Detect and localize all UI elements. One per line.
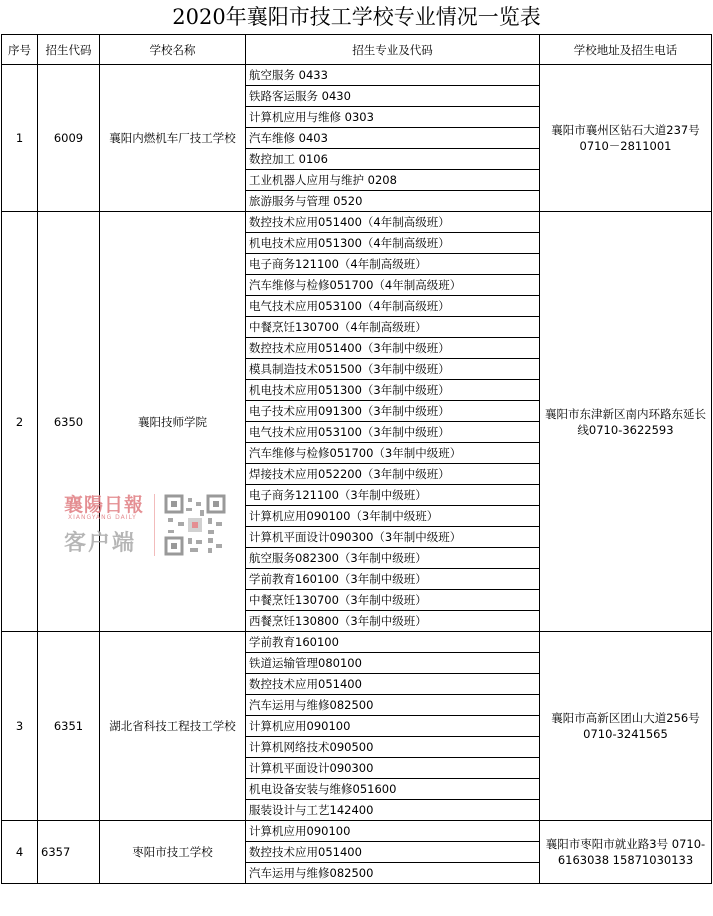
school-no: 4 <box>2 821 38 884</box>
header-code: 招生代码 <box>38 35 100 65</box>
major-cell: 计算机网络技术090500 <box>246 737 540 758</box>
school-name: 枣阳市技工学校 <box>100 821 246 884</box>
major-cell: 汽车维修与检修051700（3年制中级班） <box>246 443 540 464</box>
major-cell: 数控技术应用051400 <box>246 674 540 695</box>
school-code: 6009 <box>38 65 100 212</box>
major-cell: 计算机应用与维修 0303 <box>246 107 540 128</box>
school-address: 襄阳市枣阳市就业路3号 0710-6163038 15871030133 <box>540 821 712 884</box>
major-cell: 铁道运输管理080100 <box>246 653 540 674</box>
major-cell: 学前教育160100（3年制中级班） <box>246 569 540 590</box>
school-name: 襄阳内燃机车厂技工学校 <box>100 65 246 212</box>
school-code: 6351 <box>38 632 100 821</box>
major-cell: 中餐烹饪130700（3年制中级班） <box>246 590 540 611</box>
major-cell: 电气技术应用053100（3年制中级班） <box>246 422 540 443</box>
newspaper-logo-sub: XIANGYANG DAILY <box>68 514 137 521</box>
major-cell: 机电技术应用051300（3年制中级班） <box>246 380 540 401</box>
major-cell: 模具制造技术051500（3年制中级班） <box>246 359 540 380</box>
major-cell: 汽车运用与维修082500 <box>246 695 540 716</box>
major-cell: 汽车维修 0403 <box>246 128 540 149</box>
watermark-divider <box>154 494 155 556</box>
major-cell: 计算机平面设计090300（3年制中级班） <box>246 527 540 548</box>
school-table <box>1 34 712 884</box>
major-cell: 电子技术应用091300（3年制中级班） <box>246 401 540 422</box>
major-cell: 数控加工 0106 <box>246 149 540 170</box>
major-cell: 机电设备安装与维修051600 <box>246 779 540 800</box>
major-cell: 计算机平面设计090300 <box>246 758 540 779</box>
major-cell: 机电技术应用051300（4年制高级班） <box>246 233 540 254</box>
table-row <box>2 65 712 86</box>
school-address: 襄阳市襄州区钻石大道237号 0710－2811001 <box>540 65 712 212</box>
watermark <box>62 490 234 562</box>
newspaper-logo: 襄陽日報 <box>64 494 145 516</box>
major-cell: 汽车维修与检修051700（4年制高级班） <box>246 275 540 296</box>
major-cell: 铁路客运服务 0430 <box>246 86 540 107</box>
major-cell: 数控技术应用051400 <box>246 842 540 863</box>
major-cell: 电气技术应用053100（4年制高级班） <box>246 296 540 317</box>
school-code: 6350 <box>38 212 100 632</box>
header-row <box>2 35 712 65</box>
client-label: 客户端 <box>64 531 137 556</box>
table-row <box>2 212 712 233</box>
major-cell: 计算机应用090100 <box>246 821 540 842</box>
major-cell: 电子商务121100（3年制中级班） <box>246 485 540 506</box>
major-cell: 计算机应用090100（3年制中级班） <box>246 506 540 527</box>
table-row <box>2 821 712 842</box>
school-address: 襄阳市高新区团山大道256号 0710-3241565 <box>540 632 712 821</box>
major-cell: 西餐烹饪130800（3年制中级班） <box>246 611 540 632</box>
school-code: 6357 <box>38 821 100 884</box>
major-cell: 工业机器人应用与维护 0208 <box>246 170 540 191</box>
major-cell: 学前教育160100 <box>246 632 540 653</box>
major-cell: 服装设计与工艺142400 <box>246 800 540 821</box>
qr-code-icon <box>164 494 226 556</box>
header-address: 学校地址及招生电话 <box>540 35 712 65</box>
major-cell: 航空服务082300（3年制中级班） <box>246 548 540 569</box>
school-no: 3 <box>2 632 38 821</box>
major-cell: 航空服务 0433 <box>246 65 540 86</box>
major-cell: 数控技术应用051400（3年制中级班） <box>246 338 540 359</box>
major-cell: 焊接技术应用052200（3年制中级班） <box>246 464 540 485</box>
major-cell: 电子商务121100（4年制高级班） <box>246 254 540 275</box>
header-no: 序号 <box>2 35 38 65</box>
table-row <box>2 632 712 653</box>
major-cell: 旅游服务与管理 0520 <box>246 191 540 212</box>
school-name: 襄阳技师学院 <box>100 212 246 632</box>
major-cell: 数控技术应用051400（4年制高级班） <box>246 212 540 233</box>
header-school: 学校名称 <box>100 35 246 65</box>
school-address: 襄阳市东津新区南内环路东延长线0710-3622593 <box>540 212 712 632</box>
major-cell: 计算机应用090100 <box>246 716 540 737</box>
school-name: 湖北省科技工程技工学校 <box>100 632 246 821</box>
school-no: 1 <box>2 65 38 212</box>
major-cell: 汽车运用与维修082500 <box>246 863 540 884</box>
table-body <box>2 65 712 884</box>
header-majors: 招生专业及代码 <box>246 35 540 65</box>
school-no: 2 <box>2 212 38 632</box>
page-title: 2020年襄阳市技工学校专业情况一览表 <box>172 5 541 29</box>
major-cell: 中餐烹饪130700（4年制高级班） <box>246 317 540 338</box>
